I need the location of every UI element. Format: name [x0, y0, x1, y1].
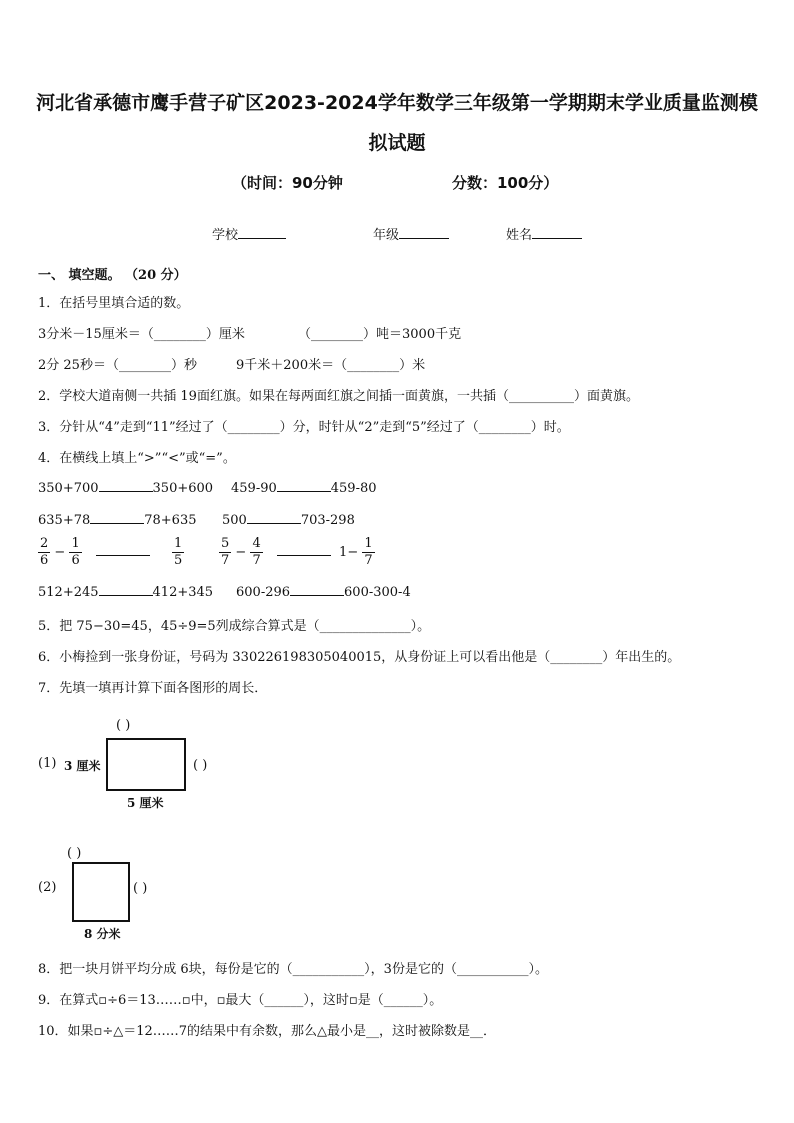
- fraction: $\frac{4}{7}$: [252, 536, 261, 568]
- q1-row1-b: （________）吨＝3000千克: [298, 327, 462, 342]
- q4-compare-g: $\frac{5}{7}$ − $\frac{4}{7}$ 1− $\frac{1}{7}$: [221, 536, 373, 568]
- title-line-2: 拟试题: [368, 132, 426, 154]
- q9-text: 9．在算式▫÷6＝13……▫中，▫最大（______），这时▫是（______）。: [38, 993, 443, 1008]
- figure-1-left-label: 3 厘米: [64, 759, 101, 773]
- exam-score: 分数：100分）: [452, 174, 559, 192]
- figure-1-top-blank[interactable]: ( ): [116, 718, 131, 733]
- figure-2-right-blank[interactable]: ( ): [133, 881, 148, 896]
- exam-time: （时间：90分钟: [232, 174, 343, 192]
- q4-compare-c: 635+78 78+635: [38, 513, 197, 528]
- name-blank[interactable]: [532, 226, 582, 239]
- figure-2-number: (2): [38, 880, 57, 895]
- q4-text: 4．在横线上填上“>”“<”或“=”。: [38, 451, 236, 466]
- fraction: $\frac{5}{7}$: [221, 536, 230, 568]
- grade-field: [373, 224, 449, 243]
- figure-2-top-blank[interactable]: ( ): [67, 846, 82, 861]
- q3-text: 3．分针从“4”走到“11”经过了（________）分，时针从“2”走到“5”经过了（________）时。: [38, 420, 570, 435]
- grade-label: 年级: [373, 228, 400, 243]
- compare-blank[interactable]: [90, 511, 144, 524]
- q8-text: 8．把一块月饼平均分成 6块，每份是它的（___________），3份是它的（___________）。: [38, 962, 548, 977]
- q4-compare-f: $\frac{2}{6}$ − $\frac{1}{6}$ $\frac{1}{5}$: [40, 536, 183, 568]
- section-1-title: 一、 填空题。 （20 分）: [38, 268, 187, 283]
- figure-1-bottom-label: 5 厘米: [127, 796, 164, 810]
- figure-1-number: (1): [38, 756, 57, 771]
- figure-1-rectangle: [106, 738, 186, 791]
- compare-blank[interactable]: [277, 479, 331, 492]
- compare-blank[interactable]: [290, 583, 344, 596]
- q4-compare-e: 512+245 412+345: [38, 585, 214, 600]
- fraction: $\frac{1}{7}$: [364, 536, 373, 568]
- figure-2-bottom-label: 8 分米: [84, 927, 121, 941]
- q4-compare-h: 600-296 600-300-4: [236, 585, 411, 600]
- compare-blank[interactable]: [99, 479, 153, 492]
- grade-blank[interactable]: [399, 226, 449, 239]
- compare-blank[interactable]: [96, 543, 150, 556]
- q4-compare-a: 350+700 350+600: [38, 481, 214, 496]
- q1-row2-a: 2分 25秒＝（________）秒: [38, 358, 197, 373]
- title-line-1: 河北省承德市鹰手营子矿区2023-2024学年数学三年级第一学期期末学业质量监测模: [36, 92, 758, 114]
- q5-text: 5．把 75−30=45，45÷9=5列成综合算式是（______________）。: [38, 619, 431, 634]
- school-label: 学校: [212, 228, 239, 243]
- name-label: 姓名: [506, 228, 533, 243]
- school-field: [212, 224, 286, 243]
- school-blank[interactable]: [238, 226, 286, 239]
- compare-blank[interactable]: [277, 543, 331, 556]
- q4-compare-d: 500 703-298: [222, 513, 355, 528]
- q10-text: 10．如果▫÷△＝12……7的结果中有余数，那么△最小是__，这时被除数是__．: [38, 1024, 497, 1039]
- figure-1-right-blank[interactable]: ( ): [193, 758, 208, 773]
- q6-text: 6．小梅捡到一张身份证，号码为 330226198305040015，从身份证上可以看出他是（________）年出生的。: [38, 650, 681, 665]
- fraction: $\frac{1}{6}$: [71, 536, 80, 568]
- compare-blank[interactable]: [247, 511, 301, 524]
- compare-blank[interactable]: [99, 583, 153, 596]
- figure-2-square: [72, 862, 130, 922]
- fraction: $\frac{2}{6}$: [40, 536, 49, 568]
- q4-compare-b: 459-90 459-80: [231, 481, 377, 496]
- q1-row1-a: 3分米－15厘米＝（________）厘米: [38, 327, 245, 342]
- q2-text: 2．学校大道南侧一共插 19面红旗。如果在每两面红旗之间插一面黄旗，一共插（__________）面黄旗。: [38, 389, 639, 404]
- q7-text: 7．先填一填再计算下面各图形的周长．: [38, 681, 268, 696]
- q1-row2-b: 9千米＋200米＝（________）米: [236, 358, 426, 373]
- fraction: $\frac{1}{5}$: [174, 536, 183, 568]
- q1-text: 1．在括号里填合适的数。: [38, 296, 190, 311]
- name-field: [506, 224, 582, 243]
